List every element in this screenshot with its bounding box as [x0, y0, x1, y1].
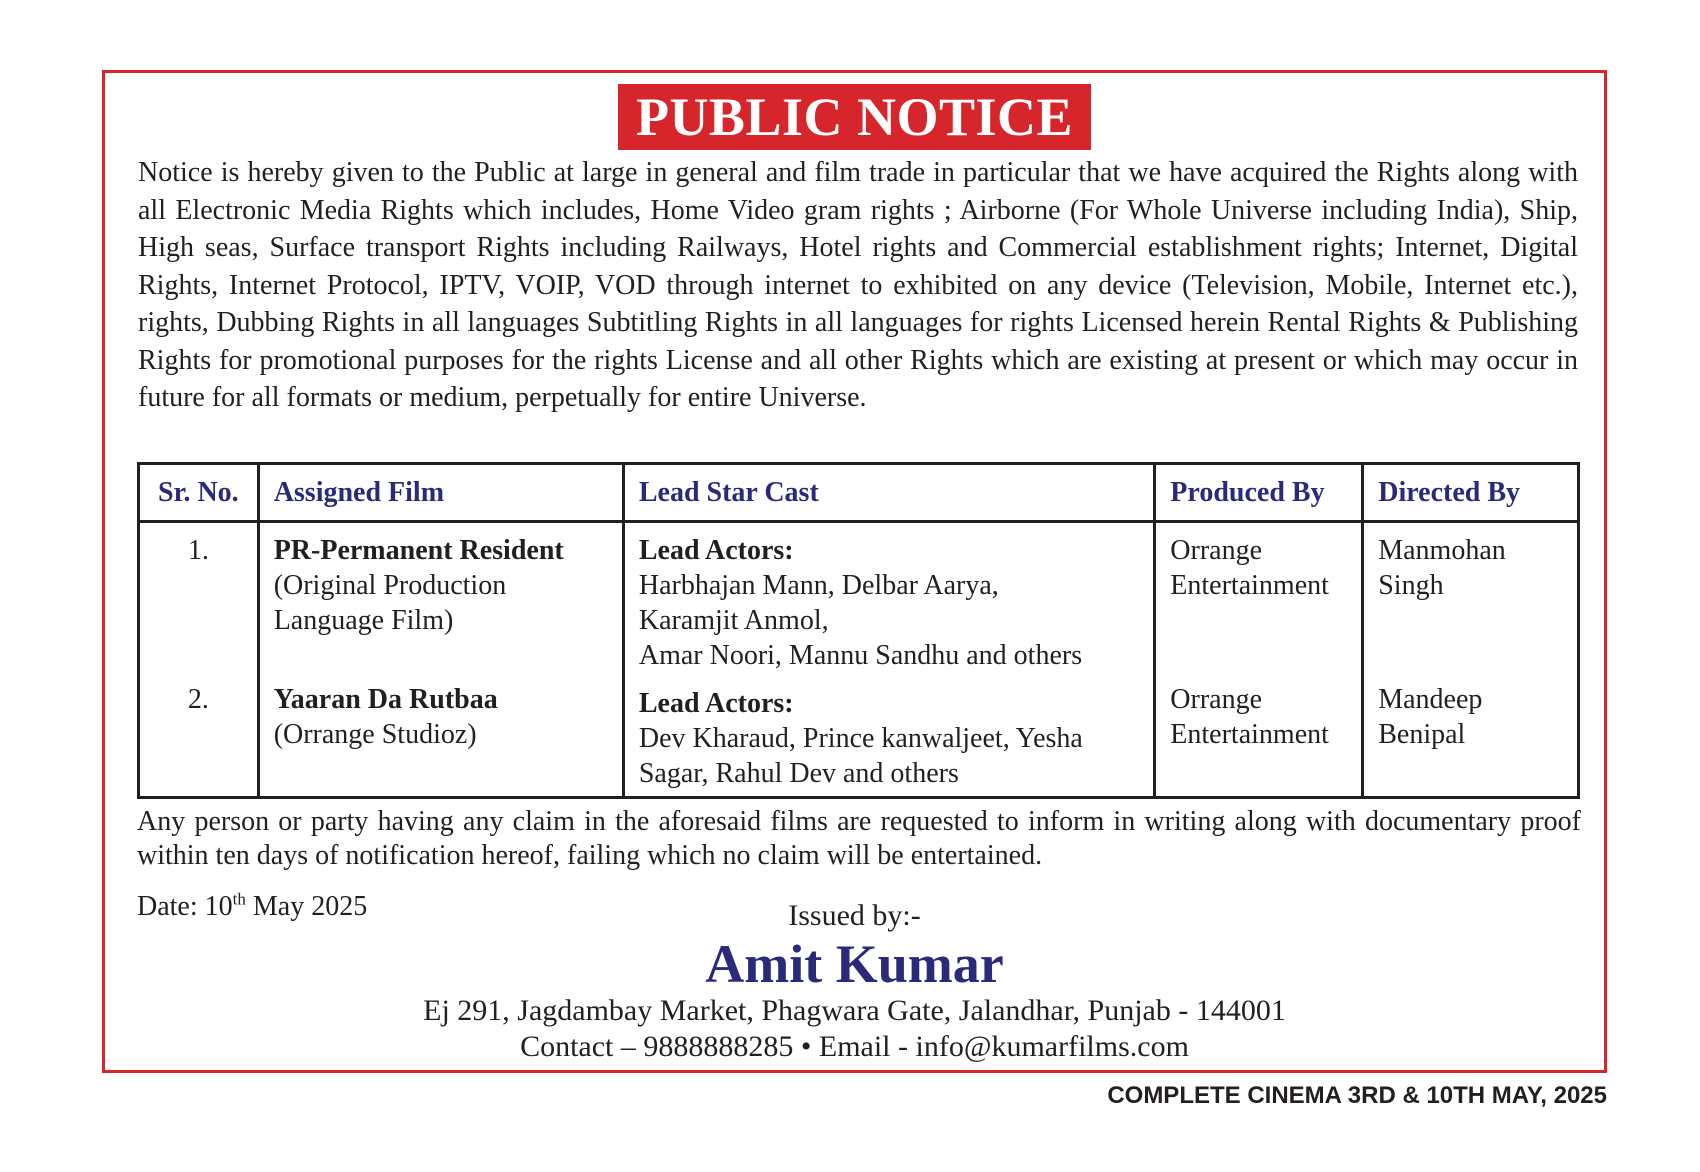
films-table [137, 462, 1580, 799]
table-row [139, 680, 1579, 798]
header-sr-no: Sr. No. [139, 464, 259, 522]
notice-frame [102, 70, 1607, 1073]
row-produced-by [1155, 680, 1363, 798]
header-directed-by: Directed By [1363, 464, 1579, 522]
table-row [139, 522, 1579, 680]
cast-line: Harbhajan Mann, Delbar Aarya, [638, 570, 999, 601]
lead-actors-label: Lead Actors: [638, 687, 794, 719]
row-assigned-film [258, 522, 623, 680]
notice-intro-paragraph: Notice is hereby given to the Public at large in general and film trade in particular that we have acquired the Rights along with all Electronic Media Rights which includes, Home Video gram rights ; Airborne (For Whole Universe including India), Ship, High seas, Surface transport Rights including Railways, Hotel rights and Commercial establishment rights; Internet, Digital Rights, Internet Protocol, IPTV, VOIP, VOD through internet to exhibited on any device (Television, Mobile, Internet etc.), rights, Dubbing Rights in all languages Subtitling Rights in all languages for rights Licensed herein Rental Rights & Publishing Rights for promotional purposes for the rights License and all other Rights which are existing at present or which may occur in future for all formats or medium, perpetually for entire Universe. [138, 157, 1578, 413]
director-line: Mandeep [1378, 683, 1483, 715]
film-title: Yaaran Da Rutbaa [273, 683, 498, 715]
publication-footer: COMPLETE CINEMA 3RD & 10TH MAY, 2025 [1107, 1082, 1607, 1109]
claim-paragraph: Any person or party having any claim in the aforesaid films are requested to inform in writing along with documentary proof within ten days of notification hereof, failing which no claim will be entertained. [137, 806, 1581, 871]
cast-line: Sagar, Rahul Dev and others [638, 757, 959, 789]
producer-line: Entertainment [1170, 570, 1329, 601]
row-assigned-film [258, 680, 623, 798]
row-directed-by [1363, 680, 1579, 798]
row-produced-by [1155, 522, 1363, 680]
row-sr-no [139, 680, 259, 798]
date-prefix: Date: 10 [137, 891, 233, 922]
film-note: Language Film) [273, 605, 454, 636]
film-note: (Original Production [273, 570, 507, 601]
header-produced-by: Produced By [1155, 464, 1363, 522]
producer-line: Entertainment [1170, 718, 1329, 750]
director-line: Manmohan [1378, 535, 1506, 566]
header-assigned-film: Assigned Film [258, 464, 623, 522]
issuer-name: Amit Kumar [705, 934, 1004, 994]
film-note: (Orrange Studioz) [273, 718, 477, 750]
director-line: Benipal [1378, 718, 1466, 750]
issuer-contact: Contact – 9888888285 • Email - info@kumarfilms.com [520, 1030, 1189, 1063]
producer-line: Orrange [1170, 683, 1263, 715]
cast-line: Dev Kharaud, Prince kanwaljeet, Yesha [638, 722, 1083, 754]
row-sr-no [139, 522, 259, 680]
issued-by-label: Issued by:- [788, 899, 921, 932]
title-wrap [105, 84, 1604, 150]
row-lead-star-cast [623, 680, 1154, 798]
row-lead-star-cast [623, 522, 1154, 680]
film-title: PR-Permanent Resident [273, 535, 564, 566]
date-rest: May 2025 [245, 891, 368, 922]
cast-line: Amar Noori, Mannu Sandhu and others [638, 640, 1083, 671]
row-directed-by [1363, 522, 1579, 680]
header-lead-star-cast: Lead Star Cast [623, 464, 1154, 522]
issuer-address: Ej 291, Jagdambay Market, Phagwara Gate, Jalandhar, Punjab - 144001 [423, 994, 1286, 1027]
sr-no-value: 1. [187, 535, 209, 566]
lead-actors-label: Lead Actors: [638, 535, 794, 566]
producer-line: Orrange [1170, 535, 1263, 566]
cast-line: Karamjit Anmol, [638, 605, 829, 636]
notice-title: PUBLIC NOTICE [618, 84, 1091, 150]
date-ordinal: th [232, 889, 246, 909]
table-header-row [139, 464, 1579, 522]
sr-no-value: 2. [187, 683, 209, 715]
director-line: Singh [1378, 570, 1444, 601]
